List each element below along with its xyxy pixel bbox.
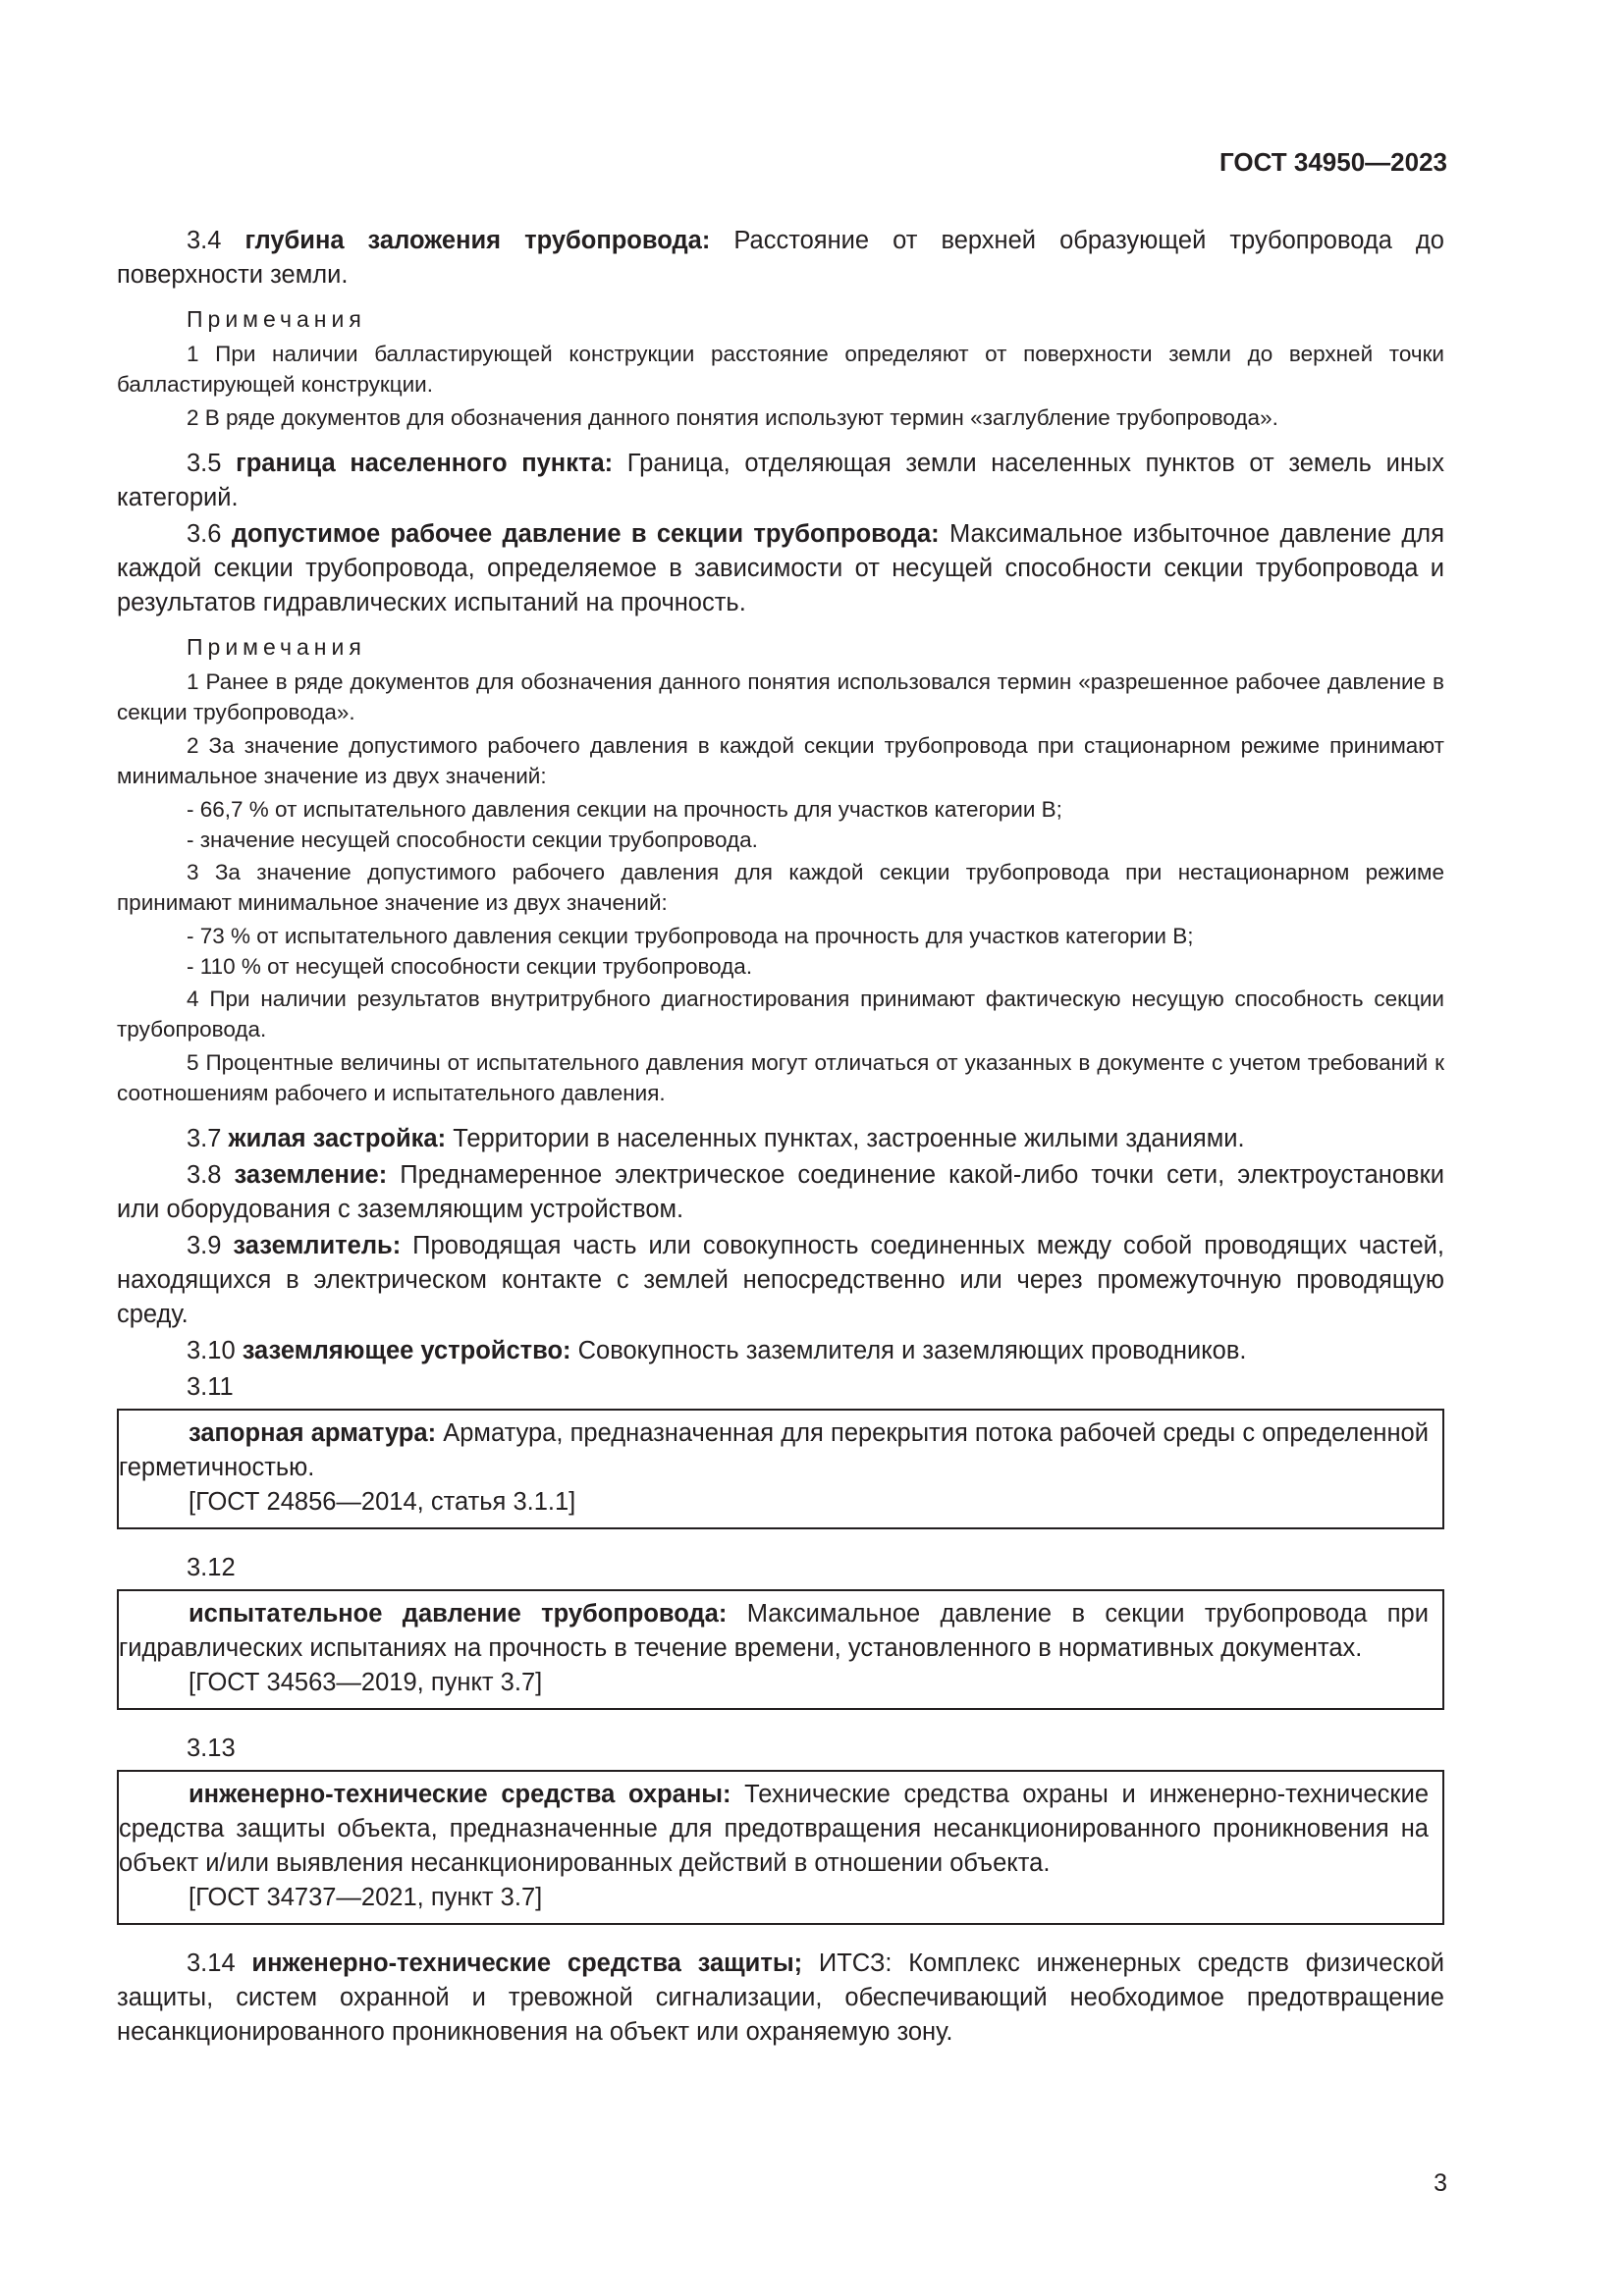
notes-title: Примечания [187,306,366,332]
source-reference: [ГОСТ 34737—2021, пункт 3.7] [189,1884,543,1911]
term: глубина заложения трубопровода: [244,227,711,254]
definition-text: Максимальное избыточное давление для каждой секции трубопровода, определяемое в зависимости от несущей способности секции трубопровода и результатов гидравлических испытаний на прочность. [117,520,1444,616]
definition-3-6 [117,517,1444,620]
list-item: - значение несущей способности секции трубопровода. [187,828,758,852]
notes-title: Примечания [187,634,366,660]
note: 3 За значение допустимого рабочего давления для каждой секции трубопровода при нестационарном режиме принимают минимальное значение из двух значений: [117,860,1444,915]
definition-text [119,1416,1429,1485]
note-list [117,921,1444,982]
note: 1 При наличии балластирующей конструкции расстояние определяют от поверхности земли до верхней точки балластирующей конструкции. [117,342,1444,397]
quoted-definition-3-13 [117,1770,1444,1925]
definition-text: Проводящая часть или совокупность соединенных между собой проводящих частей, находящихся в электрическом контакте с землей непосредственно или через промежуточную проводящую среду. [117,1232,1444,1328]
definition-text: Территории в населенных пунктах, застроенные жилыми зданиями. [446,1125,1245,1152]
definition-3-5 [117,447,1444,515]
definition-number: 3.13 [187,1735,236,1762]
quoted-definition-3-12 [117,1589,1444,1710]
note: 4 При наличии результатов внутритрубного диагностирования принимают фактическую несущую способность секции трубопровода. [117,987,1444,1041]
term: запорная арматура: [189,1419,437,1447]
definition-text: Граница, отделяющая земли населенных пунктов от земель иных категорий. [117,450,1444,511]
definition-body: Арматура, предназначенная для перекрытия потока рабочей среды с определенной герметичностью. [119,1419,1429,1481]
list-item: - 110 % от несущей способности секции трубопровода. [187,954,753,979]
note-list [117,794,1444,855]
definition-text: Расстояние от верхней образующей трубопровода до поверхности земли. [117,227,1444,289]
term: заземление: [234,1161,388,1189]
note: 5 Процентные величины от испытательного давления могут отличаться от указанных в документе с учетом требований к соотношениям рабочего и испытательного давления. [117,1050,1444,1105]
definition-3-4 [117,224,1444,293]
definition-number: 3.6 [187,520,232,548]
list-item: - 66,7 % от испытательного давления секции на прочность для участков категории В; [187,797,1062,822]
definition-text: Преднамеренное электрическое соединение какой-либо точки сети, электроустановки или оборудования с заземляющим устройством. [117,1161,1444,1223]
definition-number: 3.14 [187,1949,252,1977]
definition-number: 3.7 [187,1125,229,1152]
definition-3-7 [117,1122,1444,1156]
term: граница населенного пункта: [236,450,614,477]
definition-text [119,1778,1429,1881]
definition-body: Технические средства охраны и инженерно-технические средства защиты объекта, предназначенные для предотвращения несанкционированного проникновения на объект и/или выявления несанкционированных действий в отношении объекта. [119,1781,1429,1877]
definition-3-10 [117,1334,1444,1368]
source-reference: [ГОСТ 24856—2014, статья 3.1.1] [189,1488,576,1516]
page-number: 3 [1434,2169,1447,2197]
definition-number: 3.12 [187,1554,236,1581]
term: испытательное давление трубопровода: [189,1600,728,1628]
definition-number: 3.5 [187,450,237,477]
term: заземлитель: [233,1232,402,1259]
note: 2 За значение допустимого рабочего давления в каждой секции трубопровода при стационарном режиме принимают минимальное значение из двух значений: [117,733,1444,788]
definition-text: ИТСЗ: Комплекс инженерных средств физической защиты, систем охранной и тревожной сигнализации, обеспечивающий необходимое предотвращение несанкционированного проникновения на объект или охраняемую зону. [117,1949,1445,2046]
source-reference: [ГОСТ 34563—2019, пункт 3.7] [189,1669,543,1696]
definition-3-9 [117,1229,1444,1332]
definition-number: 3.9 [187,1232,234,1259]
list-item: - 73 % от испытательного давления секции трубопровода на прочность для участков категории В; [187,924,1194,948]
term: жилая застройка: [228,1125,447,1152]
definition-text: Совокупность заземлителя и заземляющих проводников. [570,1337,1247,1364]
definition-3-8 [117,1158,1444,1227]
definition-number: 3.4 [187,227,245,254]
term: заземляющее устройство: [242,1337,571,1364]
definition-number: 3.10 [187,1337,243,1364]
definition-number: 3.11 [187,1373,234,1401]
term: допустимое рабочее давление в секции трубопровода: [231,520,940,548]
document-code: ГОСТ 34950—2023 [1219,147,1447,177]
note: 1 Ранее в ряде документов для обозначения данного понятия использовался термин «разрешенное рабочее давление в секции трубопровода». [117,669,1444,724]
quoted-definition-3-11 [117,1409,1444,1529]
note: 2 В ряде документов для обозначения данного понятия используют термин «заглубление трубопровода». [187,405,1278,430]
page-content [117,224,1444,2052]
term: инженерно-технические средства охраны: [189,1781,731,1808]
definition-number: 3.8 [187,1161,235,1189]
term: инженерно-технические средства защиты; [251,1949,803,1977]
definition-body: Максимальное давление в секции трубопровода при гидравлических испытаниях на прочность в течение времени, установленного в нормативных документах. [119,1600,1429,1662]
definition-text [119,1597,1429,1666]
definition-3-14 [117,1947,1444,2050]
